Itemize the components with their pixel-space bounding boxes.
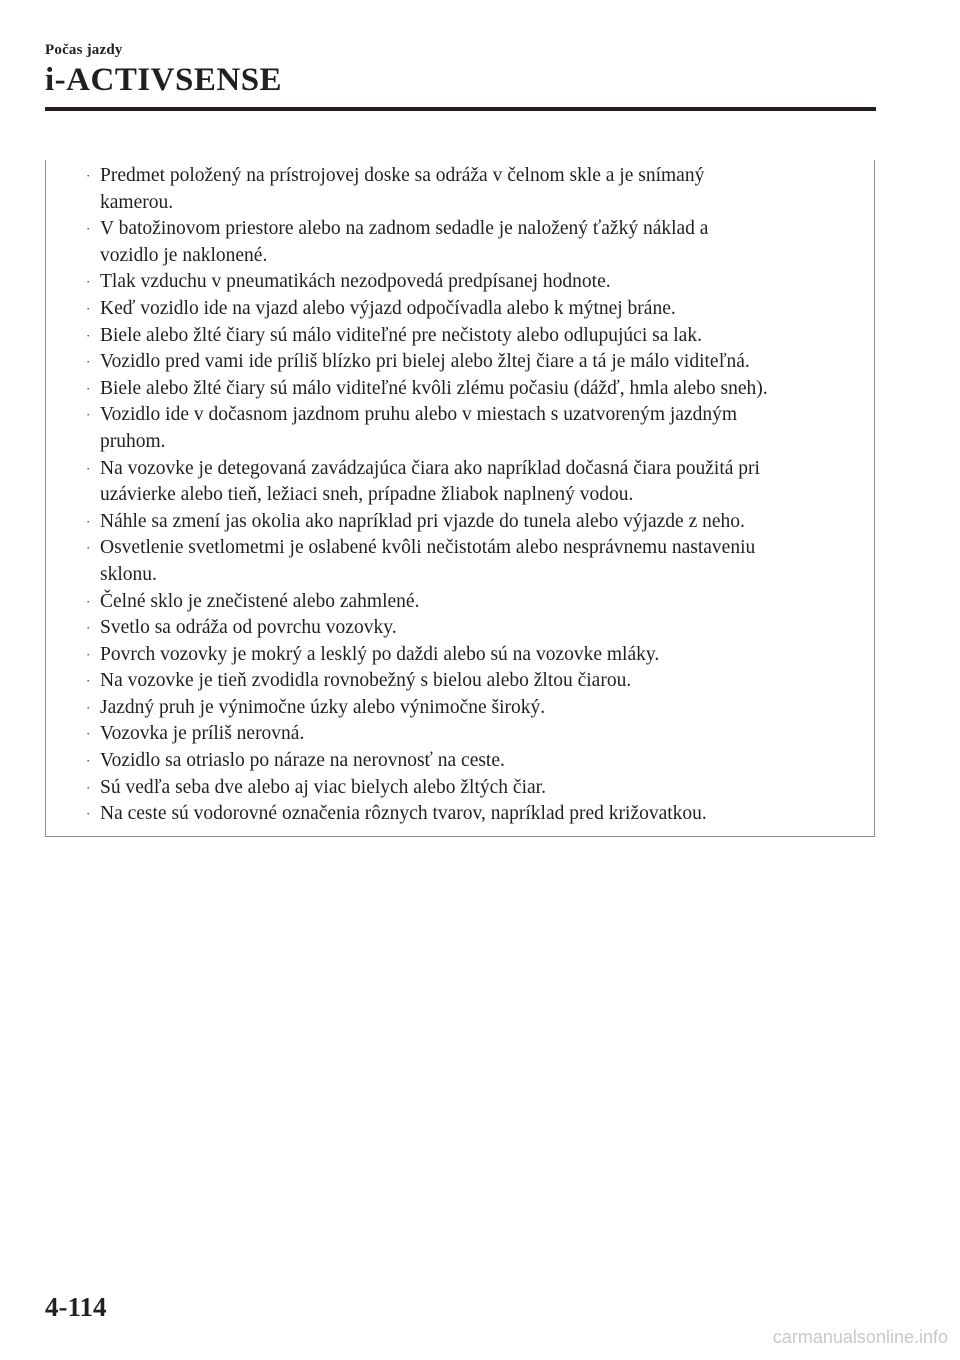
list-item <box>86 296 876 323</box>
list-item <box>86 402 876 455</box>
watermark: carmanualsonline.info <box>772 1327 948 1347</box>
list-item-line: Tlak vzduchu v pneumatikách nezodpovedá predpísanej hodnote. <box>100 271 611 293</box>
list-item-line: Svetlo sa odráža od povrchu vozovky. <box>100 617 397 639</box>
list-item-line: Čelné sklo je znečistené alebo zahmlené. <box>100 590 420 612</box>
bullet-dot: · <box>86 327 91 343</box>
bullet-dot: · <box>86 460 91 476</box>
bullet-dot: · <box>86 168 91 183</box>
page-number: 4-114 <box>45 1292 107 1322</box>
list-item-line: Povrch vozovky je mokrý a lesklý po daždi alebo sú na vozovke mláky. <box>100 643 660 665</box>
list-item <box>86 163 876 216</box>
list-item <box>86 721 876 748</box>
list-item-line: Vozidlo ide v dočasnom jazdnom pruhu alebo v miestach s uzatvoreným jazdným <box>100 404 738 426</box>
list-item <box>86 456 876 509</box>
list-item-line: Sú vedľa seba dve alebo aj viac bielych alebo žltých čiar. <box>100 776 546 798</box>
bullet-dot: · <box>86 753 91 769</box>
list-item-line: vozidlo je naklonené. <box>100 244 268 266</box>
bullet-dot: · <box>86 354 91 370</box>
list-item <box>86 509 876 536</box>
list-item <box>86 615 876 642</box>
bullet-dot: · <box>86 620 91 636</box>
bullet-dot: · <box>86 726 91 742</box>
list-item <box>86 775 876 802</box>
list-item-line: Na vozovke je detegovaná zavádzajúca čiara ako napríklad dočasná čiara použitá pri <box>100 457 760 479</box>
list-item <box>86 535 876 588</box>
list-item <box>86 349 876 376</box>
list-item <box>86 269 876 296</box>
list-item <box>86 376 876 403</box>
bullet-dot: · <box>86 513 91 529</box>
conditions-box <box>45 160 875 837</box>
bullet-dot: · <box>86 274 91 290</box>
list-item-line: Náhle sa zmení jas okolia ako napríklad pri vjazde do tunela alebo výjazde z neho. <box>100 510 745 532</box>
list-item-line: V batožinovom priestore alebo na zadnom sedadle je naložený ťažký náklad a <box>100 218 709 240</box>
list-item <box>86 589 876 616</box>
list-item <box>86 642 876 669</box>
bullet-dot: · <box>86 593 91 609</box>
list-item <box>86 748 876 775</box>
list-item-line: uzávierke alebo tieň, ležiaci sneh, prípadne žliabok naplnený vodou. <box>100 484 634 506</box>
list-item-line: sklonu. <box>100 563 157 585</box>
list-item-line: Vozovka je príliš nerovná. <box>100 723 305 745</box>
list-item-line: Osvetlenie svetlometmi je oslabené kvôli nečistotám alebo nesprávnemu nastaveniu <box>100 537 756 559</box>
list-item-line: pruhom. <box>100 430 166 452</box>
conditions-list <box>86 163 876 828</box>
chapter-title: i-ACTIVSENSE <box>45 62 283 98</box>
list-item-line: Keď vozidlo ide na vjazd alebo výjazd odpočívadla alebo k mýtnej bráne. <box>100 297 676 319</box>
list-item-line: Predmet položený na prístrojovej doske sa odráža v čelnom skle a je snímaný <box>100 165 705 186</box>
list-item <box>86 216 876 269</box>
bullet-dot: · <box>86 673 91 689</box>
bullet-dot: · <box>86 806 91 822</box>
bullet-dot: · <box>86 407 91 423</box>
list-item <box>86 801 876 828</box>
bullet-dot: · <box>86 699 91 715</box>
header-rule <box>45 107 876 111</box>
list-item-line: Na vozovke je tieň zvodidla rovnobežný s bielou alebo žltou čiarou. <box>100 670 632 692</box>
bullet-dot: · <box>86 380 91 396</box>
bullet-dot: · <box>86 646 91 662</box>
list-item-line: Vozidlo sa otriaslo po náraze na nerovnosť na ceste. <box>100 750 505 772</box>
list-item-line: kamerou. <box>100 191 174 213</box>
list-item-line: Na ceste sú vodorovné označenia rôznych tvarov, napríklad pred križovatkou. <box>100 803 707 825</box>
bullet-dot: · <box>86 221 91 237</box>
section-label: Počas jazdy <box>45 42 123 58</box>
list-item-line: Biele alebo žlté čiary sú málo viditeľné pre nečistoty alebo odlupujúci sa lak. <box>100 324 702 346</box>
bullet-dot: · <box>86 779 91 795</box>
bullet-dot: · <box>86 300 91 316</box>
list-item-line: Biele alebo žlté čiary sú málo viditeľné kvôli zlému počasiu (dážď, hmla alebo sneh). <box>100 377 768 399</box>
bullet-dot: · <box>86 540 91 556</box>
list-item <box>86 323 876 350</box>
list-item <box>86 668 876 695</box>
list-item-line: Vozidlo pred vami ide príliš blízko pri bielej alebo žltej čiare a tá je málo viditeľná. <box>100 351 750 373</box>
list-item-line: Jazdný pruh je výnimočne úzky alebo výnimočne široký. <box>100 696 546 718</box>
list-item <box>86 695 876 722</box>
